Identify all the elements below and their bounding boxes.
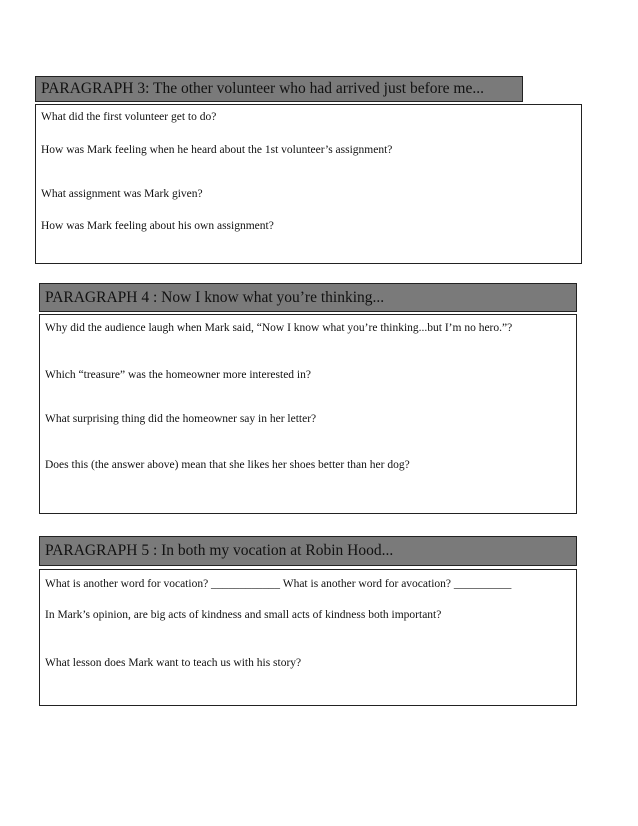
question: Which “treasure” was the homeowner more interested in?: [45, 369, 311, 381]
paragraph-5-header: PARAGRAPH 5 : In both my vocation at Robin Hood...: [39, 536, 577, 566]
paragraph-5-question-box: [39, 569, 577, 706]
question: What did the first volunteer get to do?: [41, 111, 217, 123]
question: What assignment was Mark given?: [41, 188, 203, 200]
paragraph-4-header: PARAGRAPH 4 : Now I know what you’re thinking...: [39, 283, 577, 312]
question: What lesson does Mark want to teach us with his story?: [45, 657, 302, 669]
paragraph-4-section: [39, 283, 579, 515]
question: How was Mark feeling when he heard about the 1st volunteer’s assignment?: [41, 144, 393, 156]
paragraph-4-question-box: [39, 314, 577, 514]
question: What is another word for vocation? ____________ What is another word for avocation? __________: [45, 578, 512, 590]
question: Why did the audience laugh when Mark said, “Now I know what you’re thinking...but I’m no hero.”?: [45, 322, 513, 334]
question: In Mark’s opinion, are big acts of kindness and small acts of kindness both important?: [45, 609, 442, 621]
question: How was Mark feeling about his own assignment?: [41, 220, 274, 232]
paragraph-5-section: [39, 536, 579, 706]
paragraph-3-header: PARAGRAPH 3: The other volunteer who had arrived just before me...: [35, 76, 523, 102]
question: Does this (the answer above) mean that she likes her shoes better than her dog?: [45, 459, 410, 471]
paragraph-3-section: [35, 76, 582, 265]
paragraph-3-question-box: [35, 104, 582, 264]
question: What surprising thing did the homeowner say in her letter?: [45, 413, 317, 425]
